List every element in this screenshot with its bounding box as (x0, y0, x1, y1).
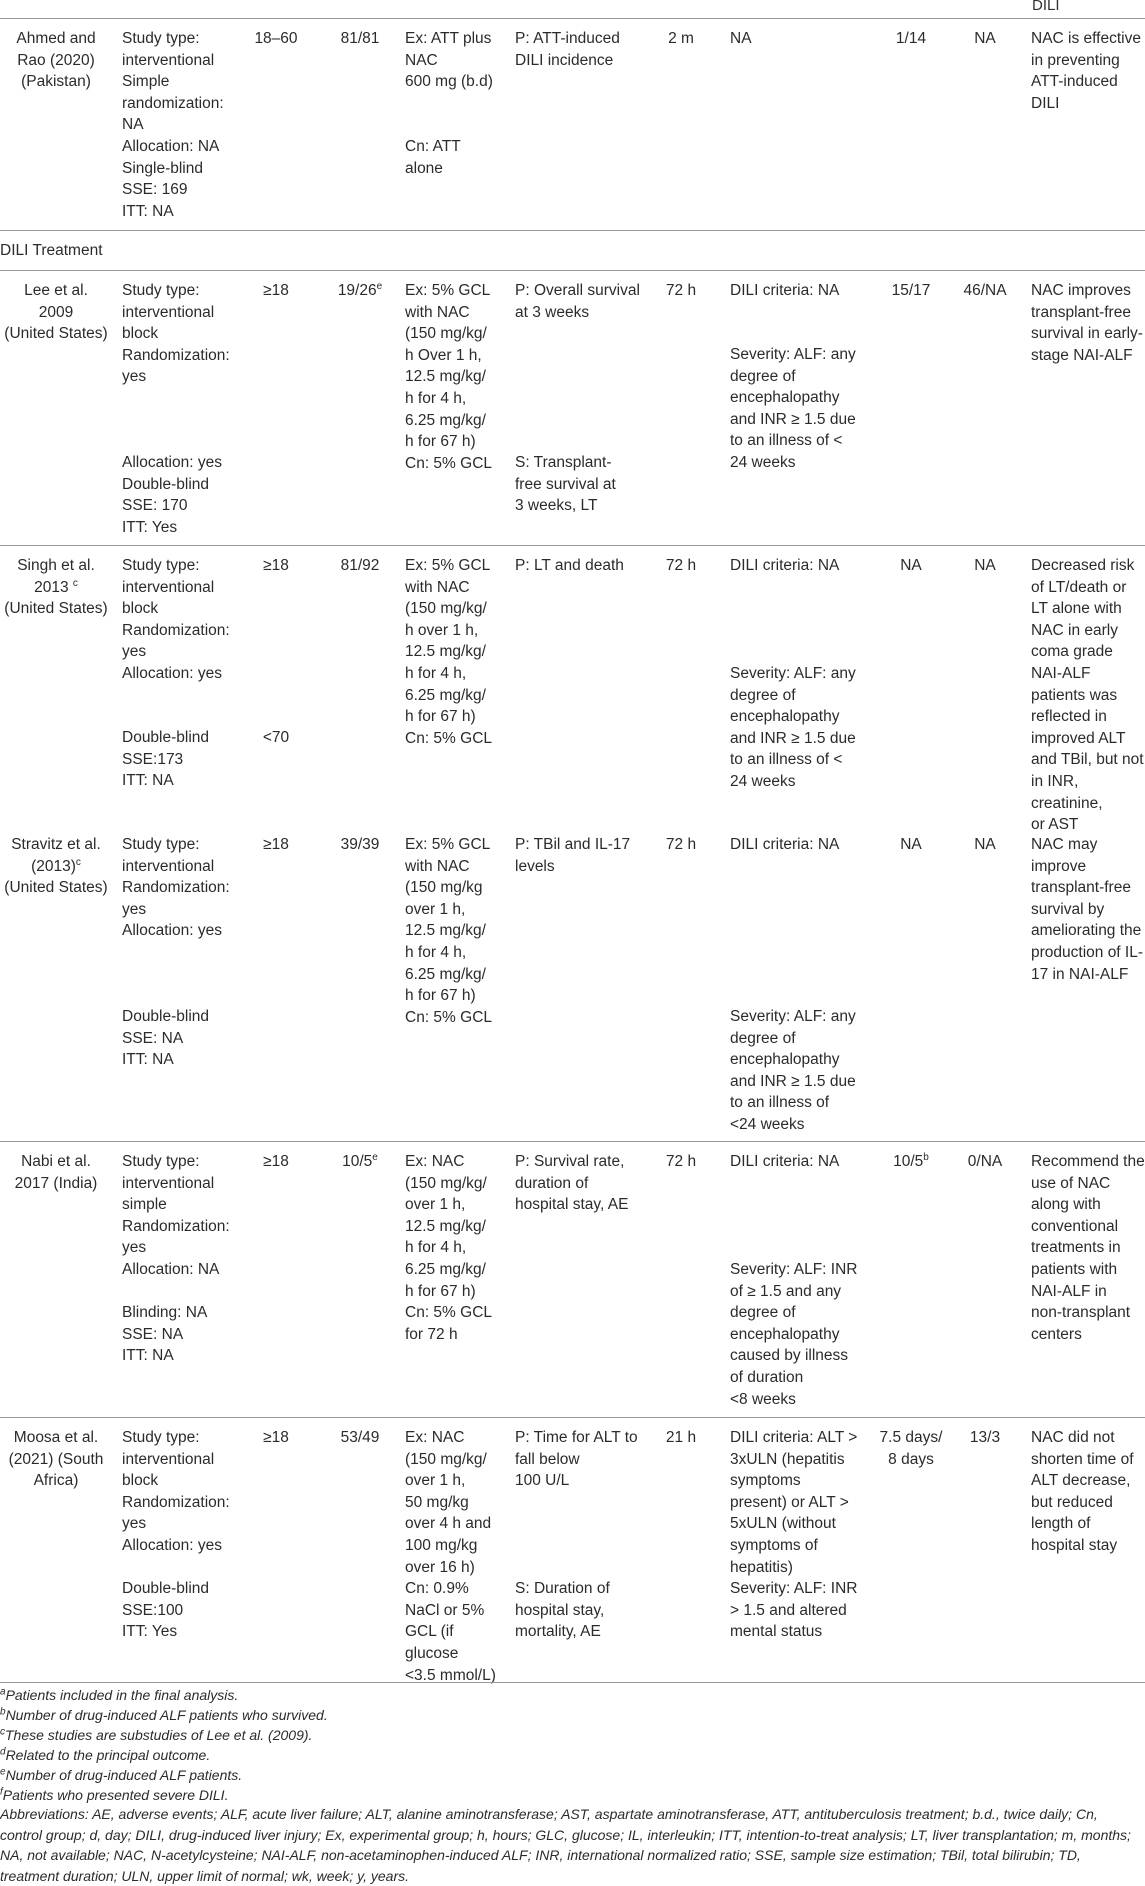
intervention-cell: Ex: 5% GCL with NAC (150 mg/kg/ h over 1 h, 12.5 mg/kg/ h for 4 h, 6.25 mg/kg/ h for 67 h) Cn: 5% GCL (405, 557, 493, 747)
design-cell-continued: Double-blind SSE: NA ITT: NA (122, 1008, 210, 1069)
sample-cell (320, 1151, 400, 1173)
footnote-mark: c (75, 856, 81, 868)
design-cell: Study type: interventional simple Randomization: yes Allocation: NA (122, 1153, 230, 1278)
footnote-c (0, 1726, 312, 1745)
sample-cell (320, 280, 400, 302)
study-cell: Moosa et al. (2021) (South Africa) (8, 1429, 104, 1490)
ae-cell: 46/NA (963, 282, 1007, 299)
severity-cell: Severity: ALF: any degree of encephalopathy and INR ≥ 1.5 due to an illness of < 24 weeks (730, 665, 856, 790)
result-cell: 7.5 days/ 8 days (879, 1429, 943, 1468)
study-country: (United States) (4, 600, 108, 618)
row-divider (0, 18, 1145, 19)
design-cell-continued: Double-blind SSE:100 ITT: Yes (122, 1580, 210, 1641)
design-cell: Study type: interventional block Randomization: yes Allocation: yes (122, 1429, 230, 1554)
design-cell: Study type: interventional block Randomization: yes Allocation: yes (122, 557, 230, 682)
sample-cell: 39/39 (340, 836, 380, 853)
row-divider (0, 1141, 1145, 1142)
intervention-cell: Ex: NAC (150 mg/kg/ over 1 h, 12.5 mg/kg/ h for 4 h, 6.25 mg/kg/ h for 67 h) Cn: 5% GCL for 72 h (405, 1153, 493, 1343)
footnote-a (0, 1686, 238, 1705)
secondary-outcome-cell: S: Duration of hospital stay, mortality, AE (515, 1580, 610, 1641)
row-divider (0, 545, 1145, 546)
duration-cell: 72 h (665, 557, 697, 574)
conclusion-cell: NAC did not shorten time of ALT decrease, but reduced length of hospital stay (1031, 1429, 1134, 1554)
outcome-cell: P: ATT-induced DILI incidence (515, 30, 620, 69)
ae-cell: NA (974, 30, 996, 47)
study-cell (0, 555, 112, 620)
study-country: (United States) (4, 879, 108, 897)
criteria-cell: DILI criteria: NA (730, 557, 840, 574)
age-cell: ≥18 (263, 1429, 289, 1446)
ae-cell: 13/3 (969, 1429, 1001, 1446)
intervention-cell: Ex: 5% GCL with NAC (150 mg/kg over 1 h, 12.5 mg/kg/ h for 4 h, 6.25 mg/kg/ h for 67 h) Cn: 5% GCL (405, 836, 493, 1026)
ae-cell: 0/NA (967, 1153, 1003, 1170)
design-cell: Study type: interventional Simple randomization: NA Allocation: NA Single-blind SSE: 169 ITT: NA (122, 30, 224, 220)
result-cell: NA (900, 836, 922, 853)
section-heading-dili-treatment: DILI Treatment (0, 242, 103, 259)
sample-cell: 81/92 (340, 557, 380, 574)
footnote-e (0, 1766, 242, 1785)
outcome-cell: P: Survival rate, duration of hospital stay, AE (515, 1153, 629, 1214)
secondary-outcome-cell: S: Transplant- free survival at 3 weeks, LT (515, 454, 616, 515)
footnote-text: Patients included in the final analysis. (5, 1687, 239, 1703)
footnote-mark: e (376, 280, 383, 292)
conclusion-cell: Decreased risk of LT/death or LT alone with NAC in early coma grade NAI-ALF patients was reflected in improved ALT and TBil, but not in INR, creatinine, or AST (1031, 557, 1144, 834)
footnote-text: Related to the principal outcome. (5, 1747, 211, 1763)
severity-cell: Severity: ALF: INR of ≥ 1.5 and any degree of encephalopathy caused by illness of duration <8 weeks (730, 1261, 858, 1408)
study-cell: Ahmed and Rao (2020) (Pakistan) (16, 30, 96, 91)
footnote-mark: b (0, 1706, 6, 1718)
age-upper-cell: <70 (262, 729, 290, 746)
footnote-mark: b (923, 1151, 929, 1163)
severity-cell: Severity: ALF: any degree of encephalopathy and INR ≥ 1.5 due to an illness of < 24 weeks (730, 346, 856, 471)
study-name: Singh et al. 2013 (17, 557, 95, 596)
result-cell (868, 1151, 954, 1173)
footnote-text: Patients who presented severe DILI. (2, 1787, 229, 1803)
table-bottom-rule (0, 1682, 1145, 1683)
study-name: Stravitz et al. (2013) (11, 836, 101, 875)
row-divider (0, 230, 1145, 231)
study-cell (0, 834, 112, 899)
footnote-mark: c (72, 577, 78, 589)
criteria-cell: DILI criteria: ALT > 3xULN (hepatitis symptoms present) or ALT > 5xULN (without symptoms of hepatitis) Severity: ALF: INR > 1.5 and altered mental status (730, 1429, 858, 1641)
footnote-mark: f (0, 1786, 3, 1798)
design-cell: Study type: interventional block Randomization: yes (122, 282, 230, 386)
design-cell: Study type: interventional Randomization: yes Allocation: yes (122, 836, 230, 940)
outcome-cell: P: Time for ALT to fall below 100 U/L (515, 1429, 638, 1490)
design-cell-continued: Blinding: NA SSE: NA ITT: NA (122, 1304, 208, 1365)
result-cell: 1/14 (895, 30, 927, 47)
duration-cell: 72 h (665, 1153, 697, 1170)
footnote-text: These studies are substudies of Lee et al. (2009). (5, 1727, 313, 1743)
footnote-mark: a (0, 1686, 6, 1698)
intervention-cell: Ex: 5% GCL with NAC (150 mg/kg/ h Over 1 h, 12.5 mg/kg/ h for 4 h, 6.25 mg/kg/ h for 67 h) Cn: 5% GCL (405, 282, 493, 472)
age-cell: ≥18 (263, 836, 289, 853)
footnote-mark: c (0, 1726, 5, 1738)
duration-cell: 2 m (668, 30, 694, 47)
footnote-mark: e (0, 1766, 6, 1778)
outcome-cell: P: TBil and IL-17 levels (515, 836, 631, 875)
row-divider (0, 270, 1145, 271)
abbreviations: Abbreviations: AE, adverse events; ALF, acute liver failure; ALT, alanine aminotransferase; AST, aspartate aminotransferase, ATT, antituberculosis treatment; b.d., twice daily; Cn, control group; d, day; DILI, drug-induced liver injury; Ex, experimental group; h, hours; GLC, glucose; IL, interleukin; ITT, intention-to-treat analysis; LT, liver transplantation; m, months; NA, not available; NAC, N-acetylcysteine; NAI-ALF, non-acetaminophen-induced ALF; INR, international normalized ratio; SSE, sample size estimation; TBil, total bilirubin; TD, treatment duration; ULN, upper limit of normal; wk, week; y, years. (0, 1806, 1131, 1884)
conclusion-cell: NAC improves transplant-free survival in early- stage NAI-ALF (1031, 282, 1143, 364)
footnote-mark: e (372, 1151, 378, 1163)
result-cell: 15/17 (891, 282, 931, 299)
sample-cell: 53/49 (340, 1429, 380, 1446)
outcome-cell: P: LT and death (515, 557, 624, 574)
age-cell: ≥18 (263, 282, 289, 299)
sample-cell: 81/81 (340, 30, 380, 47)
footnote-d (0, 1746, 210, 1765)
age-cell: 18–60 (254, 30, 298, 47)
duration-cell: 21 h (665, 1429, 697, 1446)
design-cell-continued: Allocation: yes Double-blind SSE: 170 ITT: Yes (122, 454, 222, 536)
age-cell: ≥18 (263, 557, 289, 574)
duration-cell: 72 h (665, 282, 697, 299)
criteria-cell: DILI criteria: NA (730, 1153, 840, 1170)
result-cell: NA (900, 557, 922, 574)
severity-cell: Severity: ALF: any degree of encephalopathy and INR ≥ 1.5 due to an illness of <24 weeks (730, 1008, 856, 1133)
criteria-cell: DILI criteria: NA (730, 282, 840, 299)
outcome-cell: P: Overall survival at 3 weeks (515, 282, 640, 321)
footnote-mark: d (0, 1746, 6, 1758)
footnote-f (0, 1786, 228, 1805)
criteria-cell: NA (730, 30, 752, 47)
age-cell: ≥18 (263, 1153, 289, 1170)
footnote-text: Number of drug-induced ALF patients. (5, 1767, 243, 1783)
design-cell-continued: Double-blind SSE:173 ITT: NA (122, 729, 210, 790)
top-cut-off-text: DILI (1032, 0, 1060, 14)
ae-cell: NA (974, 836, 996, 853)
conclusion-cell: NAC is effective in preventing ATT-induced DILI (1031, 30, 1141, 112)
footnote-text: Number of drug-induced ALF patients who survived. (5, 1707, 328, 1723)
conclusion-cell: NAC may improve transplant-free survival by ameliorating the production of IL- 17 in NAI-ALF (1031, 836, 1144, 983)
sample-value: 19/26 (337, 282, 377, 299)
conclusion-cell: Recommend the use of NAC along with conventional treatments in patients with NAI-ALF in non-transplant centers (1031, 1153, 1145, 1343)
study-cell: Nabi et al. 2017 (India) (14, 1153, 98, 1192)
sample-value: 10/5 (342, 1153, 373, 1170)
intervention-cell: Ex: NAC (150 mg/kg/ over 1 h, 50 mg/kg over 4 h and 100 mg/kg over 16 h) Cn: 0.9% NaCl or 5% GCL (if glucose <3.5 mmol/L) (405, 1429, 496, 1684)
duration-cell: 72 h (665, 836, 697, 853)
criteria-cell: DILI criteria: NA (730, 836, 840, 853)
result-value: 10/5 (893, 1153, 924, 1170)
study-cell: Lee et al. 2009 (United States) (4, 282, 108, 343)
ae-cell: NA (974, 557, 996, 574)
footnote-b (0, 1706, 328, 1725)
intervention-cell: Ex: ATT plus NAC 600 mg (b.d) Cn: ATT alone (405, 30, 493, 177)
row-divider (0, 1417, 1145, 1418)
